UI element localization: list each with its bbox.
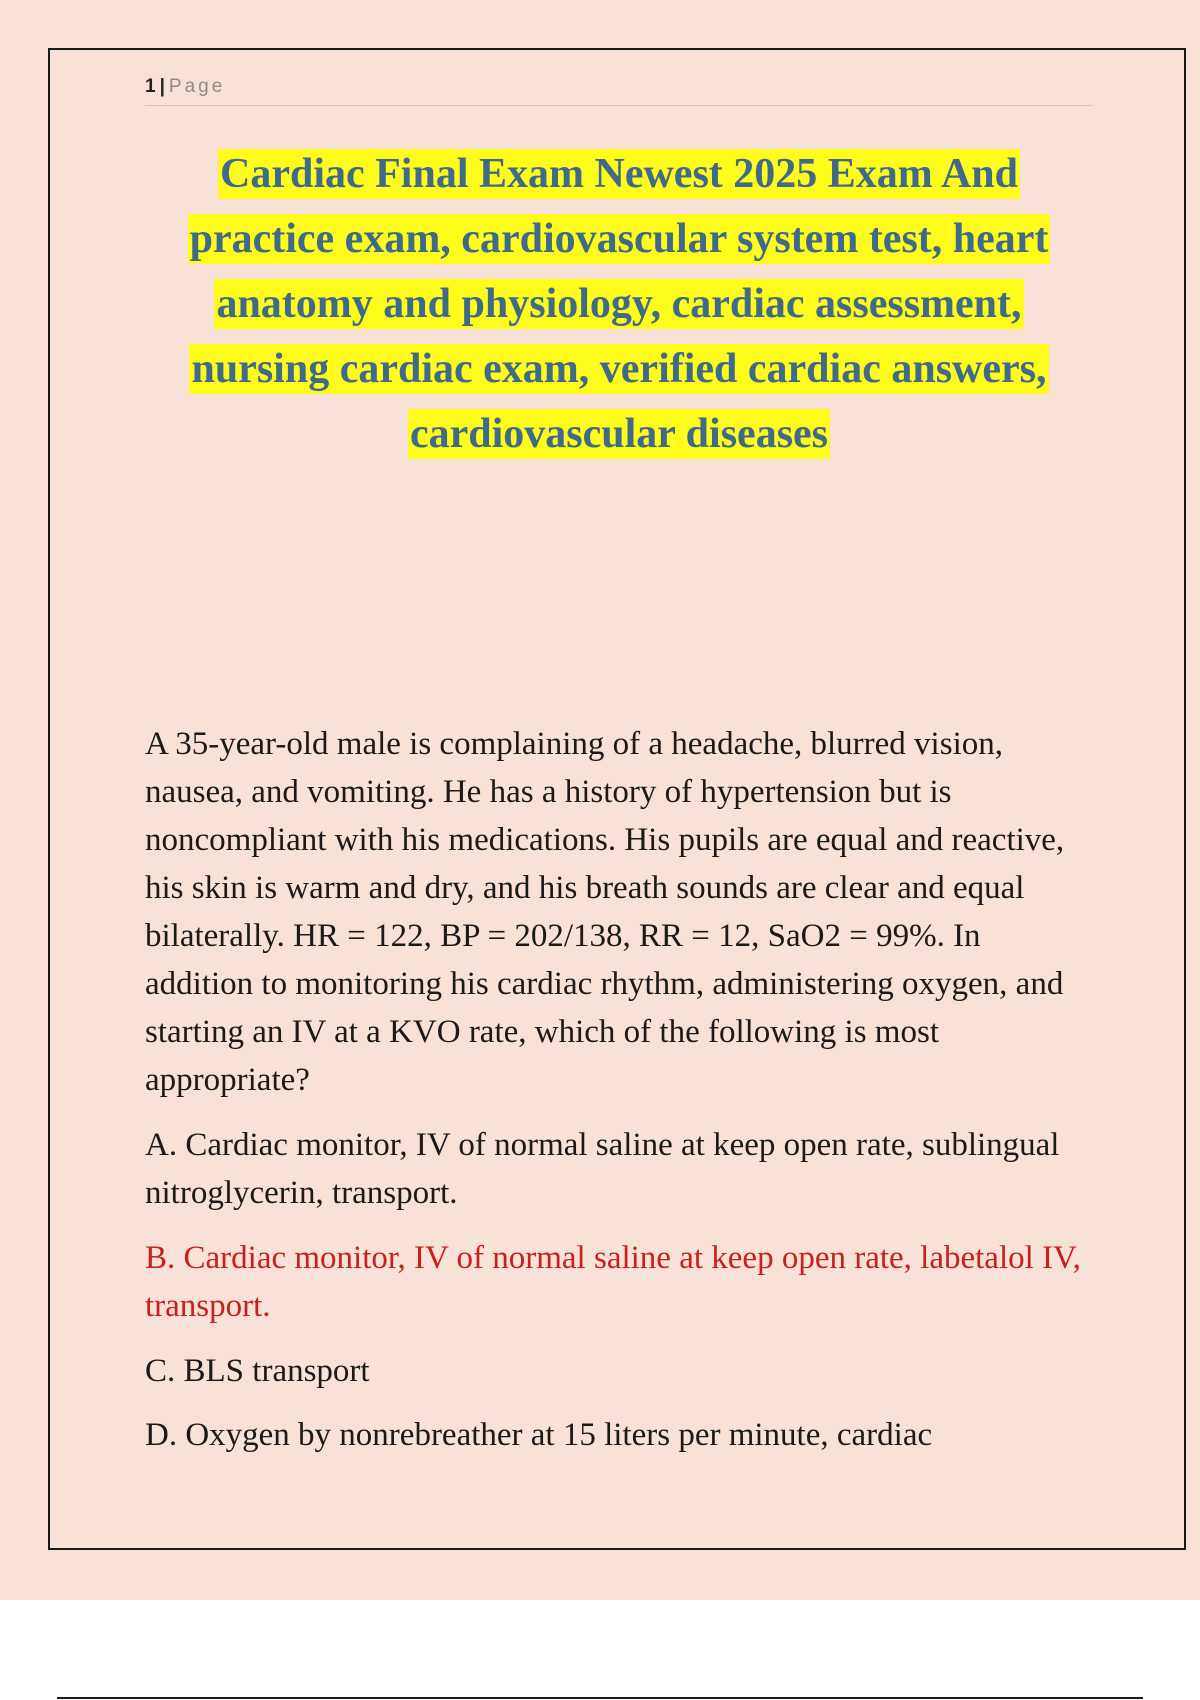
answer-option-a: A. Cardiac monitor, IV of normal saline at keep open rate, sublingual nitroglycerin, transport. xyxy=(145,1127,1060,1211)
answer-option-c: C. BLS transport xyxy=(145,1353,370,1389)
title-highlight: Cardiac Final Exam Newest 2025 Exam And practice exam, cardiovascular system test, heart anatomy and physiology, cardiac assessment, nursing cardiac exam, verified cardiac answers, cardiovascular diseases xyxy=(189,151,1049,457)
page-header xyxy=(145,76,1093,106)
answer-option-d: D. Oxygen by nonrebreather at 15 liters per minute, cardiac xyxy=(145,1417,933,1453)
question-stem: A 35-year-old male is complaining of a headache, blurred vision, nausea, and vomiting. He has a history of hypertension but is noncompliant with his medications. His pupils are equal and reactive, his skin is warm and dry, and his breath sounds are clear and equal bilaterally. HR = 122, BP = 202/138, RR = 12, SaO2 = 99%. In addition to monitoring his cardiac rhythm, administering oxygen, and starting an IV at a KVO rate, which of the following is most appropriate? xyxy=(145,726,1065,1098)
footer-divider xyxy=(57,1697,1143,1699)
page-number: 1 xyxy=(145,76,156,97)
page-separator: | xyxy=(159,76,165,97)
answer-option-b-correct: B. Cardiac monitor, IV of normal saline at keep open rate, labetalol IV, transport. xyxy=(145,1240,1081,1324)
page-label: Page xyxy=(168,76,226,97)
document-title xyxy=(145,142,1093,467)
